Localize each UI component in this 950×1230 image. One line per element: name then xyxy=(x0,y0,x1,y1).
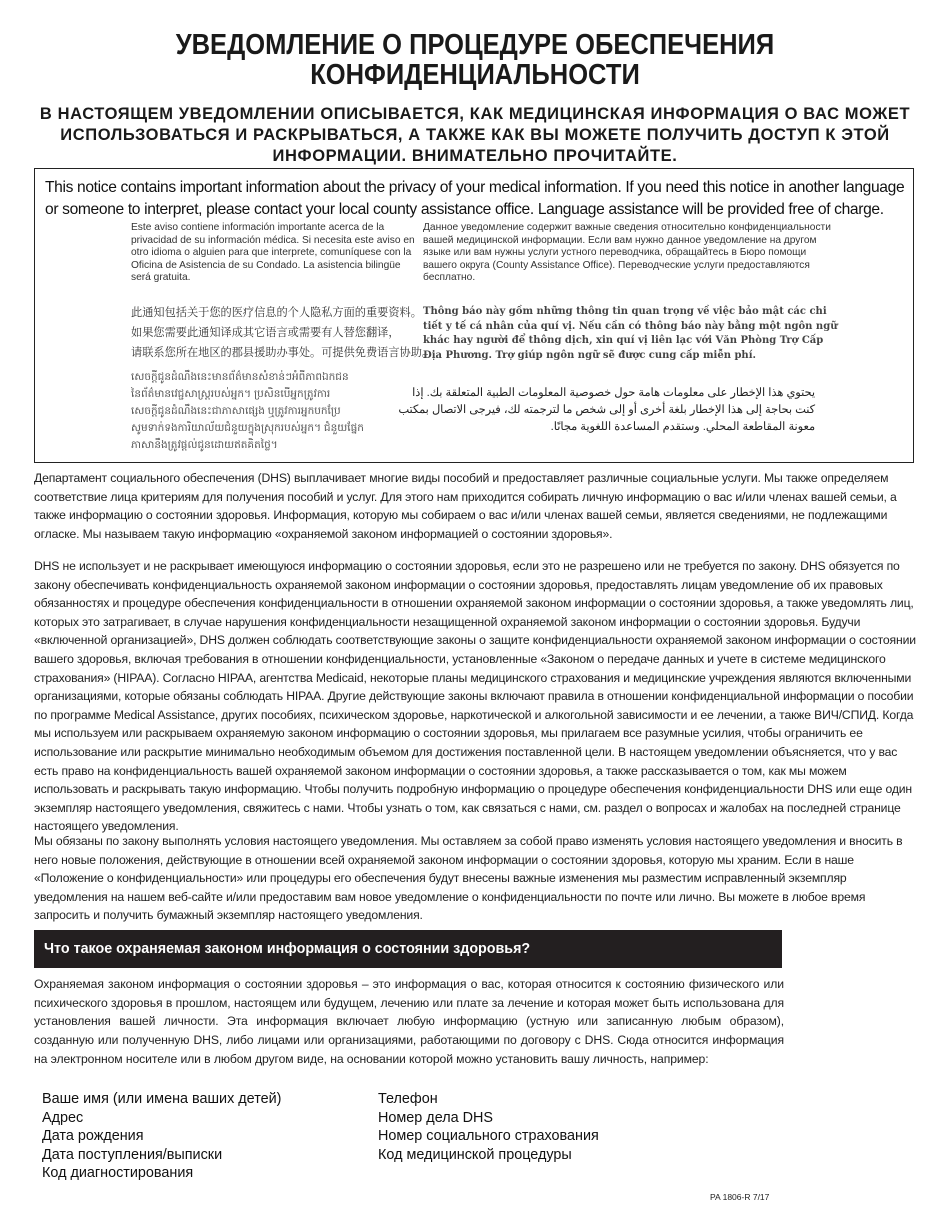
list-item: Телефон xyxy=(378,1091,438,1107)
page-title-line-2: КОНФИДЕНЦИАЛЬНОСТИ xyxy=(310,59,640,91)
notice-russian: Данное уведомление содержит важные сведения относительно конфиденциальности вашей медицинской информации. Если вам нужно данное уведомление на другом языке или вам нужны услуги устного переводчика, обращайтесь в Бюро помощи вашего округа (County Assistance Office). Переводческие услуги предоставляются бесплатно. xyxy=(423,222,831,284)
notice-khmer-line: នៃព័ត៌មានវេជ្ជសាស្ត្ររបស់អ្នក។ ប្រសិនបើអ្នកត្រូវការ xyxy=(131,388,331,400)
notice-vietnamese: Thông báo này gồm những thông tin quan trọng về việc bảo mật các chi tiết y tế cá nhân của quí vị. Nếu cần có thông báo này bằng một ngôn ngữ khác hay người để thông dịch, xin quí vị liên lạc với Văn Phòng Trợ Cấp Địa Phương. Trợ giúp ngôn ngữ sẽ được cung cấp miễn phí. xyxy=(423,306,838,361)
body-paragraph-1: Департамент социального обеспечения (DHS) выплачивает многие виды пособий и предоставляет различные социальные услуги. Мы также определяем соответствие лица критериям для получения пособий и услуг. Для этого нам приходится собирать личную информацию о вас и/или членах вашей семьи, а также информацию о состоянии здоровья. Информация, которую мы собираем о вас и/или членах вашей семьи, является сведениями, не подлежащими огласке. Мы называем такую информацию «охраняемой законом информацией о состоянии здоровья». xyxy=(34,471,897,541)
page-title xyxy=(57,30,893,90)
list-item: Ваше имя (или имена ваших детей) xyxy=(42,1091,282,1107)
notice-chinese-line: 如果您需要此通知译成其它语言或需要有人替您翻译， xyxy=(131,327,400,339)
examples-list-right xyxy=(378,1090,688,1164)
list-item: Дата рождения xyxy=(42,1128,144,1144)
list-item: Код медицинской процедуры xyxy=(378,1146,572,1163)
body-paragraph-3: Мы обязаны по закону выполнять условия настоящего уведомления. Мы оставляем за собой право изменять условия настоящего уведомления и вносить в него новые положения, действующие в отношении всей охраняемой законом информации о состоянии здоровья, которую мы храним. Если в наше «Положение о конфиденциальности» или процедуры его обеспечения будут внесены важные изменения мы разместим исправленный экземпляр уведомления на нашем веб-сайте и/или предоставим вам новое уведомление о конфиденциальности по почте или лично. Вы можете в любое время запросить и получить бумажный экземпляр настоящего уведомления. xyxy=(34,834,903,923)
notice-arabic: يحتوي هذا الإخطار على معلومات هامة حول خصوصية المعلومات الطبية المتعلقة بك. إذا كنت بحاجة إلى هذا الإخطار بلغة أخرى أو إلى شخص ما لترجمته لك، فيرجى الاتصال بمكتب معونة المقاطعة المحلي. وستقدم المساعدة اللغوية مجانًا. xyxy=(398,387,815,433)
notice-english: This notice contains important information about the privacy of your medical information. If you need this notice in another language or someone to interpret, please contact your local county assistance office. Language assistance will be provided free of charge. xyxy=(45,179,905,218)
notice-khmer xyxy=(131,369,391,454)
form-code: PA 1806-R 7/17 xyxy=(710,1192,770,1202)
language-notice-box xyxy=(34,168,914,463)
page-subtitle: В НАСТОЯЩЕМ УВЕДОМЛЕНИИ ОПИСЫВАЕТСЯ, КАК МЕДИЦИНСКАЯ ИНФОРМАЦИЯ О ВАС МОЖЕТ ИСПОЛЬЗОВАТЬСЯ И РАСКРЫВАТЬСЯ, А ТАКЖЕ КАК ВЫ МОЖЕТЕ ПОЛУЧИТЬ ДОСТУП К ЭТОЙ ИНФОРМАЦИИ. ВНИМАТЕЛЬНО ПРОЧИТАЙТЕ. xyxy=(39,105,911,165)
list-item: Адрес xyxy=(42,1109,84,1126)
page-title-line-1: УВЕДОМЛЕНИЕ О ПРОЦЕДУРЕ ОБЕСПЕЧЕНИЯ xyxy=(175,29,775,61)
notice-khmer-line: សេចក្តីជូនដំណឹងនេះជាភាសាផ្សេង ឬត្រូវការអ្នកបកប្រែ xyxy=(131,405,341,417)
list-item: Номер социального страхования xyxy=(378,1128,599,1144)
notice-khmer-line: សូមទាក់ទងការិយាល័យជំនួយក្នុងស្រុករបស់អ្នក។ ជំនួយផ្នែក xyxy=(131,422,364,434)
notice-khmer-line: សេចក្តីជូនដំណឹងនេះមានព័ត៌មានសំខាន់ៗអំពីភាពឯកជន xyxy=(131,371,349,383)
body-paragraph-2: DHS не использует и не раскрывает имеющуюся информацию о состоянии здоровья, если это не разрешено или не требуется по закону. DHS обязуется по закону обеспечивать конфиденциальность охраняемой законом информации о состоянии здоровья, предоставлять лицам уведомление об их правовых обязанностях и процедуре обеспечения конфиденциальности в отношении охраняемой законом информации о состоянии здоровья, а также уведомлять лиц, которых это затрагивает, в случае нарушения конфиденциальности незащищенной охраняемой законом информации о состоянии здоровья. Будучи «включенной организацией», DHS должен соблюдать соответствующие законы о защите конфиденциальности охраняемой законом информации о состоянии вашего здоровья, включая требования в отношении конфиденциальности, установленные «Законом о передаче данных и учете в системе медицинского страхования» (HIPAA). Согласно HIPAA, агентства Medicaid, некоторые планы медицинского страхования и медицинские учреждения являются включенными организациями, которые обязаны соблюдать HIPAA. Другие действующие законы включают правила в отношении конфиденциальной информации о пособии по программе Medical Assistance, других пособиях, психическом здоровье, наркотической и алкогольной зависимости и ее лечении, а также ВИЧ/СПИД. Когда мы используем или раскрываем охраняемую законом информацию о состоянии здоровья, мы прилагаем все разумные усилия, чтобы ограничить ее использование или раскрытие минимально необходимым объемом для достижения поставленной цели. В настоящем уведомлении объясняется, что у вас есть право на конфиденциальность вашей охраняемой законом информации о состоянии здоровья, а также рассказывается о том, как мы можем использовать и раскрывать такую информацию. Чтобы получить подробную информацию о процедуре обеспечения конфиденциальности DHS или еще один экземпляр настоящего уведомления, свяжитесь с нами. Чтобы узнать о том, как связаться с нами, см. раздел о вопросах и жалобах на последней странице настоящего уведомления. xyxy=(34,559,916,834)
notice-khmer-line: ភាសានឹងត្រូវផ្តល់ជូនដោយឥតគិតថ្លៃ។ xyxy=(131,439,278,451)
notice-chinese-line: 此通知包括关于您的医疗信息的个人隐私方面的重要资料。 xyxy=(131,307,422,319)
examples-list-left xyxy=(42,1090,352,1183)
list-item: Код диагностирования xyxy=(42,1165,194,1181)
notice-chinese xyxy=(131,303,451,363)
section-paragraph: Охраняемая законом информация о состоянии здоровья – это информация о вас, которая относится к состоянию физического или психического здоровья в прошлом, настоящем или будущем, лечению или плате за лечение и которая может быть использована для установления вашей личности. Эта информация включает любую информацию (устную или записанную любым образом), созданную или полученную DHS, либо лицами или организациями, работающими по договору с DHS. Сюда относится информация на электронном носителе или в любом другом виде, на основании которой можно установить вашу личность, например: xyxy=(34,977,784,1066)
section-heading: Что такое охраняемая законом информация о состоянии здоровья? xyxy=(34,930,782,968)
list-item: Номер дела DHS xyxy=(378,1109,493,1126)
notice-spanish: Este aviso contiene información importante acerca de la privacidad de su información médica. Si necesita este aviso en otro idioma o alguien para que interprete, comuníquese con la Oficina de Asistencia de su Condado. La asistencia bilingüe será gratuita. xyxy=(131,222,415,284)
list-item: Дата поступления/выписки xyxy=(42,1146,223,1163)
notice-chinese-line: 请联系您所在地区的郡县援助办事处。可提供免费语言协助。 xyxy=(131,347,434,359)
